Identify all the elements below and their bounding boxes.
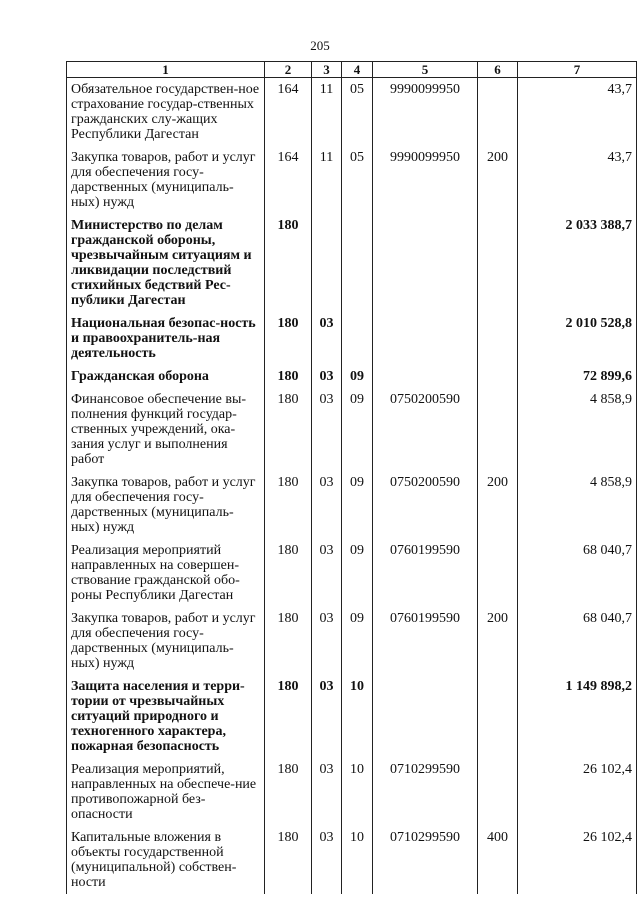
- row-expense-type-cell: [478, 539, 518, 607]
- row-name-cell: Реализация мероприятий, направленных на обеспече-ние противопожарной без-опасности: [67, 758, 265, 826]
- header-col-5: 5: [373, 62, 478, 78]
- row-expense-type-cell: [478, 214, 518, 312]
- row-expense-type-cell: [478, 78, 518, 147]
- row-expense-type-cell: [478, 388, 518, 471]
- row-amount-cell: 68 040,7: [518, 607, 637, 675]
- row-subsection-cell: 10: [342, 675, 373, 758]
- row-expense-type-cell: [478, 365, 518, 388]
- table-row: [67, 146, 637, 214]
- row-section-cell: 03: [312, 826, 342, 894]
- row-amount-cell: 26 102,4: [518, 826, 637, 894]
- row-subsection-cell: [342, 214, 373, 312]
- row-amount-cell: 72 899,6: [518, 365, 637, 388]
- row-ministry-code-cell: 164: [265, 146, 312, 214]
- row-name-cell: Закупка товаров, работ и услуг для обеспечения госу-дарственных (муниципаль-ных) нужд: [67, 607, 265, 675]
- row-amount-cell: 43,7: [518, 78, 637, 147]
- row-amount-cell: 68 040,7: [518, 539, 637, 607]
- row-name-cell: Реализация мероприятий направленных на совершен-ствование гражданской обо-роны Республики Дагестан: [67, 539, 265, 607]
- row-section-cell: 03: [312, 539, 342, 607]
- row-ministry-code-cell: 164: [265, 78, 312, 147]
- row-subsection-cell: 09: [342, 471, 373, 539]
- row-section-cell: [312, 214, 342, 312]
- page-number: 205: [310, 38, 330, 53]
- row-name-cell: Гражданская оборона: [67, 365, 265, 388]
- row-section-cell: 03: [312, 607, 342, 675]
- row-target-item-cell: 0750200590: [373, 388, 478, 471]
- row-ministry-code-cell: 180: [265, 758, 312, 826]
- table-row: [67, 78, 637, 147]
- row-target-item-cell: 0760199590: [373, 607, 478, 675]
- table-row: [67, 214, 637, 312]
- row-name-cell: Закупка товаров, работ и услуг для обеспечения госу-дарственных (муниципаль-ных) нужд: [67, 471, 265, 539]
- row-ministry-code-cell: 180: [265, 365, 312, 388]
- header-col-4: 4: [342, 62, 373, 78]
- row-amount-cell: 43,7: [518, 146, 637, 214]
- row-section-cell: 03: [312, 758, 342, 826]
- row-target-item-cell: 9990099950: [373, 78, 478, 147]
- row-expense-type-cell: [478, 758, 518, 826]
- row-subsection-cell: [342, 312, 373, 365]
- row-target-item-cell: [373, 365, 478, 388]
- row-target-item-cell: 0760199590: [373, 539, 478, 607]
- row-subsection-cell: 09: [342, 607, 373, 675]
- row-section-cell: 11: [312, 146, 342, 214]
- row-target-item-cell: 0710299590: [373, 758, 478, 826]
- row-expense-type-cell: [478, 312, 518, 365]
- row-section-cell: 03: [312, 388, 342, 471]
- row-section-cell: 03: [312, 312, 342, 365]
- row-subsection-cell: 05: [342, 78, 373, 147]
- table-row: [67, 826, 637, 894]
- row-name-cell: Министерство по делам гражданской обороны, чрезвычайным ситуациям и ликвидации последствий стихийных бедствий Рес-публики Дагестан: [67, 214, 265, 312]
- row-ministry-code-cell: 180: [265, 312, 312, 365]
- row-subsection-cell: 10: [342, 758, 373, 826]
- row-name-cell: Национальная безопас-ность и правоохранитель-ная деятельность: [67, 312, 265, 365]
- row-subsection-cell: 05: [342, 146, 373, 214]
- row-section-cell: 11: [312, 78, 342, 147]
- row-expense-type-cell: 400: [478, 826, 518, 894]
- row-ministry-code-cell: 180: [265, 539, 312, 607]
- header-row: [67, 62, 637, 78]
- row-name-cell: Обязательное государствен-ное страхование государ-ственных гражданских слу-жащих Республики Дагестан: [67, 78, 265, 147]
- row-expense-type-cell: 200: [478, 607, 518, 675]
- table-row: [67, 388, 637, 471]
- table-row: [67, 471, 637, 539]
- row-name-cell: Финансовое обеспечение вы-полнения функций государ-ственных учреждений, ока-зания услуг и выполнения работ: [67, 388, 265, 471]
- row-amount-cell: 4 858,9: [518, 388, 637, 471]
- row-ministry-code-cell: 180: [265, 471, 312, 539]
- row-amount-cell: 2 033 388,7: [518, 214, 637, 312]
- row-target-item-cell: [373, 214, 478, 312]
- table-row: [67, 675, 637, 758]
- row-ministry-code-cell: 180: [265, 214, 312, 312]
- table-row: [67, 365, 637, 388]
- table-row: [67, 758, 637, 826]
- row-subsection-cell: 09: [342, 388, 373, 471]
- header-col-1: 1: [67, 62, 265, 78]
- row-amount-cell: 4 858,9: [518, 471, 637, 539]
- row-section-cell: 03: [312, 675, 342, 758]
- table-row: [67, 607, 637, 675]
- row-name-cell: Капитальные вложения в объекты государственной (муниципальной) собствен-ности: [67, 826, 265, 894]
- row-subsection-cell: 09: [342, 365, 373, 388]
- table-row: [67, 539, 637, 607]
- header-col-7: 7: [518, 62, 637, 78]
- row-target-item-cell: 0710299590: [373, 826, 478, 894]
- row-target-item-cell: 9990099950: [373, 146, 478, 214]
- header-col-3: 3: [312, 62, 342, 78]
- row-section-cell: 03: [312, 365, 342, 388]
- row-subsection-cell: 09: [342, 539, 373, 607]
- row-subsection-cell: 10: [342, 826, 373, 894]
- row-section-cell: 03: [312, 471, 342, 539]
- header-col-2: 2: [265, 62, 312, 78]
- row-amount-cell: 26 102,4: [518, 758, 637, 826]
- budget-table: [66, 61, 637, 894]
- row-amount-cell: 2 010 528,8: [518, 312, 637, 365]
- table-row: [67, 312, 637, 365]
- row-expense-type-cell: [478, 675, 518, 758]
- row-amount-cell: 1 149 898,2: [518, 675, 637, 758]
- row-target-item-cell: [373, 675, 478, 758]
- row-expense-type-cell: 200: [478, 471, 518, 539]
- row-name-cell: Закупка товаров, работ и услуг для обеспечения госу-дарственных (муниципаль-ных) нужд: [67, 146, 265, 214]
- row-ministry-code-cell: 180: [265, 388, 312, 471]
- row-expense-type-cell: 200: [478, 146, 518, 214]
- row-target-item-cell: [373, 312, 478, 365]
- row-ministry-code-cell: 180: [265, 607, 312, 675]
- row-target-item-cell: 0750200590: [373, 471, 478, 539]
- header-col-6: 6: [478, 62, 518, 78]
- row-ministry-code-cell: 180: [265, 826, 312, 894]
- row-ministry-code-cell: 180: [265, 675, 312, 758]
- row-name-cell: Защита населения и терри-тории от чрезвычайных ситуаций природного и техногенного характера, пожарная безопасность: [67, 675, 265, 758]
